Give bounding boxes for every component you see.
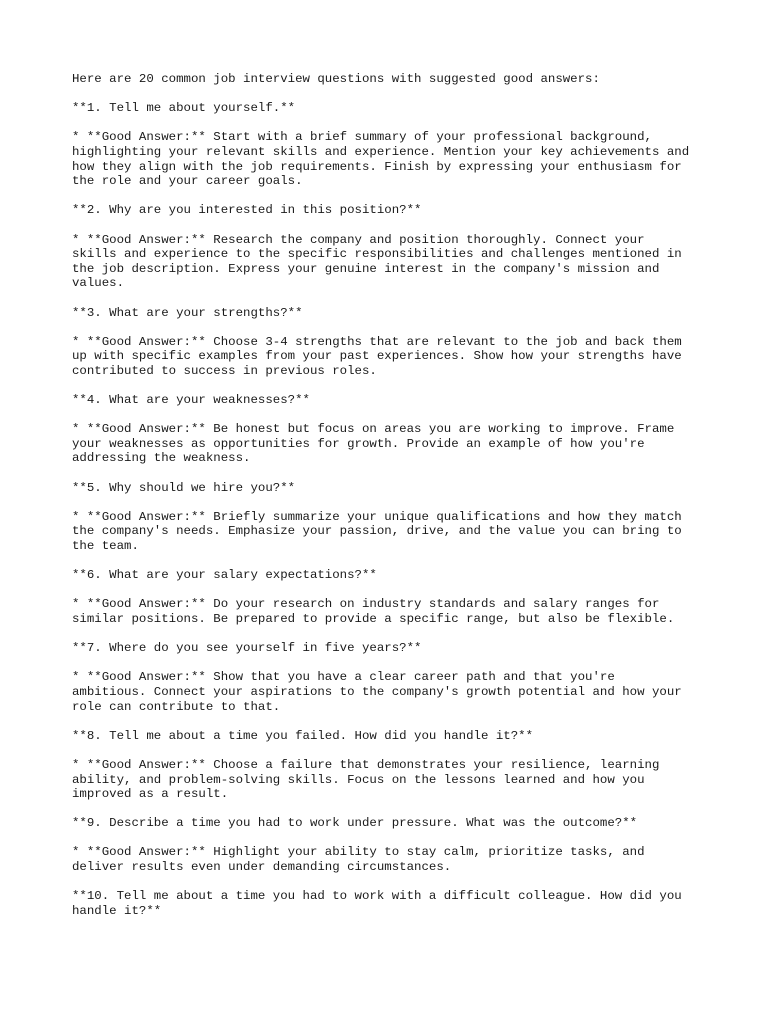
question-5: **5. Why should we hire you?** (72, 480, 296, 495)
question-8: **8. Tell me about a time you failed. How did you handle it?** (72, 728, 534, 743)
answer-6: * **Good Answer:** Do your research on industry standards and salary ranges for similar positions. Be prepared to provide a specific range, but also be flexible. (72, 597, 675, 626)
intro-text: Here are 20 common job interview questions with suggested good answers: (72, 72, 600, 86)
answer-8: * **Good Answer:** Choose a failure that demonstrates your resilience, learning ability, and problem-solving skills. Focus on the lessons learned and how you improved as a result. (72, 757, 660, 802)
question-10: **10. Tell me about a time you had to work with a difficult colleague. How did you handle it?** (72, 889, 682, 918)
question-3: **3. What are your strengths?** (72, 305, 303, 320)
question-1: **1. Tell me about yourself.** (72, 101, 296, 116)
answer-2: * **Good Answer:** Research the company and position thoroughly. Connect your skills and experience to the specific responsibilities and challenges mentioned in the job description. Express your genuine interest in the company's mission and values. (72, 232, 682, 291)
answer-4: * **Good Answer:** Be honest but focus on areas you are working to improve. Frame your weaknesses as opportunities for growth. Provide an example of how you're addressing the weakness. (72, 422, 675, 466)
question-9: **9. Describe a time you had to work under pressure. What was the outcome?** (72, 816, 638, 831)
question-7: **7. Where do you see yourself in five years?** (72, 641, 422, 656)
document-page (72, 72, 702, 933)
question-6: **6. What are your salary expectations?** (72, 568, 377, 583)
question-4: **4. What are your weaknesses?** (72, 393, 310, 408)
answer-1: * **Good Answer:** Start with a brief summary of your professional background, highlighting your relevant skills and experience. Mention your key achievements and how they align with the job requirements. Finish by expressing your enthusiasm for the role and your career goals. (72, 130, 690, 189)
answer-9: * **Good Answer:** Highlight your ability to stay calm, prioritize tasks, and deliver results even under demanding circumstances. (72, 845, 645, 875)
question-2: **2. Why are you interested in this position?** (72, 203, 422, 218)
answer-7: * **Good Answer:** Show that you have a clear career path and that you're ambitious. Connect your aspirations to the company's growth potential and how your role can contribute to that. (72, 670, 682, 714)
answer-5: * **Good Answer:** Briefly summarize your unique qualifications and how they match the company's needs. Emphasize your passion, drive, and the value you can bring to the team. (72, 509, 682, 553)
answer-3: * **Good Answer:** Choose 3-4 strengths that are relevant to the job and back them up with specific examples from your past experiences. Show how your strengths have contributed to success in previous roles. (72, 334, 682, 378)
